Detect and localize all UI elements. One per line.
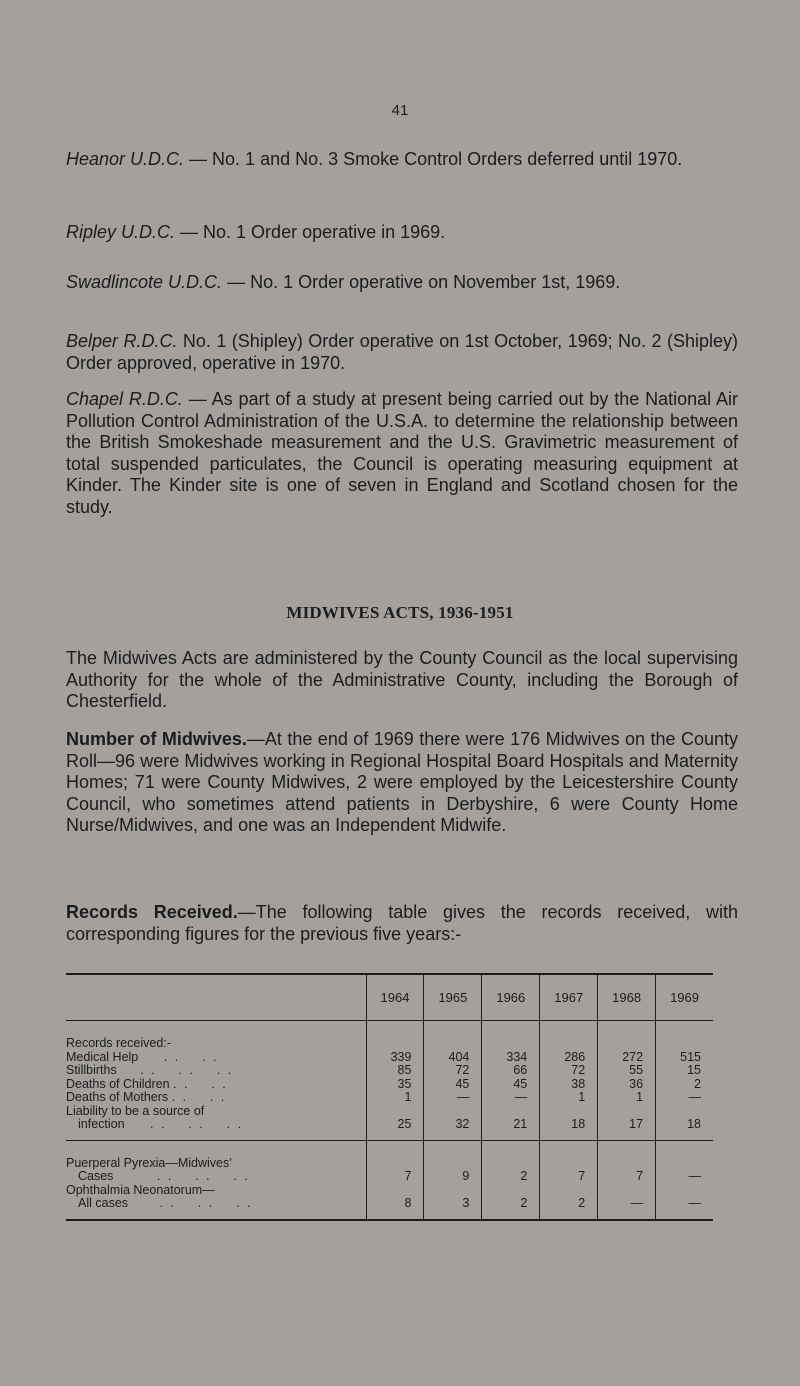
table-spacer-row xyxy=(66,1021,713,1038)
table-cell: 21 xyxy=(482,1118,540,1132)
table-cell: 515 xyxy=(656,1051,713,1065)
chapel-paragraph xyxy=(66,389,738,518)
table-cell: 334 xyxy=(482,1051,540,1065)
table-cell: 72 xyxy=(424,1064,482,1078)
row-label: All cases xyxy=(78,1196,129,1210)
table-cell: 7 xyxy=(598,1170,656,1184)
header-year-1967: 1967 xyxy=(540,974,598,1021)
table-cell: 9 xyxy=(424,1170,482,1184)
heanor-lead: Heanor U.D.C. xyxy=(66,149,185,169)
table-header-row xyxy=(66,974,713,1021)
table-row xyxy=(66,1157,713,1171)
chapel-lead: Chapel R.D.C. xyxy=(66,389,183,409)
belper-lead: Belper R.D.C. xyxy=(66,331,178,351)
table-cell: 7 xyxy=(540,1170,598,1184)
table-cell: — xyxy=(656,1197,713,1211)
table-row xyxy=(66,1078,713,1092)
table-cell: 32 xyxy=(424,1118,482,1132)
records-received-paragraph xyxy=(66,902,738,945)
leader-dots: . . . . . . xyxy=(159,1196,253,1210)
table-cell: 17 xyxy=(598,1118,656,1132)
table-cell: 7 xyxy=(366,1170,424,1184)
table-cell: 2 xyxy=(540,1197,598,1211)
number-of-midwives-text: —At the end of 1969 there were 176 Midwives on the County Roll—96 were Midwives working in Regional Hospital Board Hospitals and Maternity Homes; 71 were County Midwives, 2 were employed by the Leicestershire County Council, who sometimes attend patients in Derbyshire, 6 were County Home Nurse/Midwives, and one was an Independent Midwife. xyxy=(66,729,738,835)
table-cell: 3 xyxy=(424,1197,482,1211)
intro-paragraph: The Midwives Acts are administered by the County Council as the local supervising Authority for the whole of the Administrative County, including the Borough of Chesterfield. xyxy=(66,648,738,711)
table-cell: 85 xyxy=(366,1064,424,1078)
table-row xyxy=(66,1051,713,1065)
table-cell: 2 xyxy=(656,1078,713,1092)
header-year-1968: 1968 xyxy=(598,974,656,1021)
row-label: Liability to be a source of xyxy=(66,1103,205,1118)
section-heading: MIDWIVES ACTS, 1936-1951 xyxy=(286,603,514,622)
leader-dots: . . . . . . xyxy=(140,1063,234,1077)
header-year-1964: 1964 xyxy=(366,974,424,1021)
row-label: Ophthalmia Neonatorum— xyxy=(66,1182,215,1197)
belper-text: No. 1 (Shipley) Order operative on 1st October, 1969; No. 2 (Shipley) Order approved, operative in 1970. xyxy=(66,331,738,373)
table-cell: 18 xyxy=(540,1118,598,1132)
page-number: 41 xyxy=(391,102,409,119)
records-received-heading: Records received:- xyxy=(66,1036,171,1050)
leader-dots: . . . . xyxy=(171,1090,227,1104)
row-label: Deaths of Mothers xyxy=(66,1090,169,1104)
header-year-1965: 1965 xyxy=(424,974,482,1021)
table-cell: 72 xyxy=(540,1064,598,1078)
swadlincote-paragraph xyxy=(66,272,738,294)
table-bottom-rule xyxy=(66,1211,713,1220)
chapel-text: — As part of a study at present being carried out by the National Air Pollution Control Administration of the U.S.A. to determine the relationship between the British Smokeshade measurement and the U.S. Gravimetric measurement of total suspended particulates, the Council is operating measuring equipment at Kinder. The Kinder site is one of seven in England and Scotland chosen for the study. xyxy=(66,389,738,517)
table-row xyxy=(66,1170,713,1184)
table-cell: 36 xyxy=(598,1078,656,1092)
table-cell: 404 xyxy=(424,1051,482,1065)
swadlincote-text: — No. 1 Order operative on November 1st, 1969. xyxy=(222,272,621,292)
table-row xyxy=(66,1037,713,1051)
table-cell: 2 xyxy=(482,1170,540,1184)
ripley-lead: Ripley U.D.C. xyxy=(66,222,176,242)
table-row xyxy=(66,1064,713,1078)
table-cell: 1 xyxy=(598,1091,656,1105)
row-label: Stillbirths xyxy=(66,1063,117,1077)
leader-dots: . . . . xyxy=(163,1049,219,1064)
table-cell: 38 xyxy=(540,1078,598,1092)
heanor-paragraph xyxy=(66,149,738,171)
header-year-1969: 1969 xyxy=(656,974,713,1021)
ripley-text: — No. 1 Order operative in 1969. xyxy=(175,222,446,242)
table-row xyxy=(66,1105,713,1119)
header-year-1966: 1966 xyxy=(482,974,540,1021)
table-row xyxy=(66,1091,713,1105)
table-cell: 55 xyxy=(598,1064,656,1078)
leader-dots: . . . . . . xyxy=(156,1169,250,1183)
table-row xyxy=(66,1184,713,1198)
table-cell: 66 xyxy=(482,1064,540,1078)
belper-paragraph xyxy=(66,331,738,374)
table-cell: 272 xyxy=(598,1051,656,1065)
table-cell: 8 xyxy=(366,1197,424,1211)
swadlincote-lead: Swadlincote U.D.C. xyxy=(66,272,223,292)
ripley-paragraph xyxy=(66,222,738,244)
table-cell: 35 xyxy=(366,1078,424,1092)
records-table xyxy=(66,973,713,1221)
row-label: Cases xyxy=(78,1169,114,1183)
number-of-midwives-lead: Number of Midwives. xyxy=(66,729,247,749)
table-cell: — xyxy=(656,1091,713,1105)
header-label-cell xyxy=(66,974,366,1021)
leader-dots: . . . . xyxy=(173,1076,228,1091)
row-label: Puerperal Pyrexia—Midwives’ xyxy=(66,1155,233,1170)
table-cell: 1 xyxy=(540,1091,598,1105)
table-separator-row xyxy=(66,1132,713,1141)
table-cell: 18 xyxy=(656,1118,713,1132)
table-cell: — xyxy=(482,1091,540,1105)
table-cell: 286 xyxy=(540,1051,598,1065)
table-cell: — xyxy=(424,1091,482,1105)
table-cell: 339 xyxy=(366,1051,424,1065)
table-row xyxy=(66,1197,713,1211)
row-label: Deaths of Children xyxy=(66,1076,170,1091)
row-label: infection xyxy=(78,1117,125,1131)
table-cell: 45 xyxy=(482,1078,540,1092)
table-cell: — xyxy=(656,1170,713,1184)
row-label: Medical Help xyxy=(66,1049,139,1064)
table-cell: 25 xyxy=(366,1118,424,1132)
table-row xyxy=(66,1118,713,1132)
table-cell: 15 xyxy=(656,1064,713,1078)
table-spacer-row xyxy=(66,1140,713,1157)
records-received-lead: Records Received. xyxy=(66,902,238,922)
table-cell: — xyxy=(598,1197,656,1211)
table-cell: 45 xyxy=(424,1078,482,1092)
records-received-text: —The following table gives the records received, with corresponding figures for the previous five years:- xyxy=(66,902,738,944)
table-cell: 2 xyxy=(482,1197,540,1211)
leader-dots: . . . . . . xyxy=(150,1117,244,1131)
table-cell: 1 xyxy=(366,1091,424,1105)
heanor-text: — No. 1 and No. 3 Smoke Control Orders deferred until 1970. xyxy=(184,149,683,169)
number-of-midwives-paragraph xyxy=(66,729,738,837)
